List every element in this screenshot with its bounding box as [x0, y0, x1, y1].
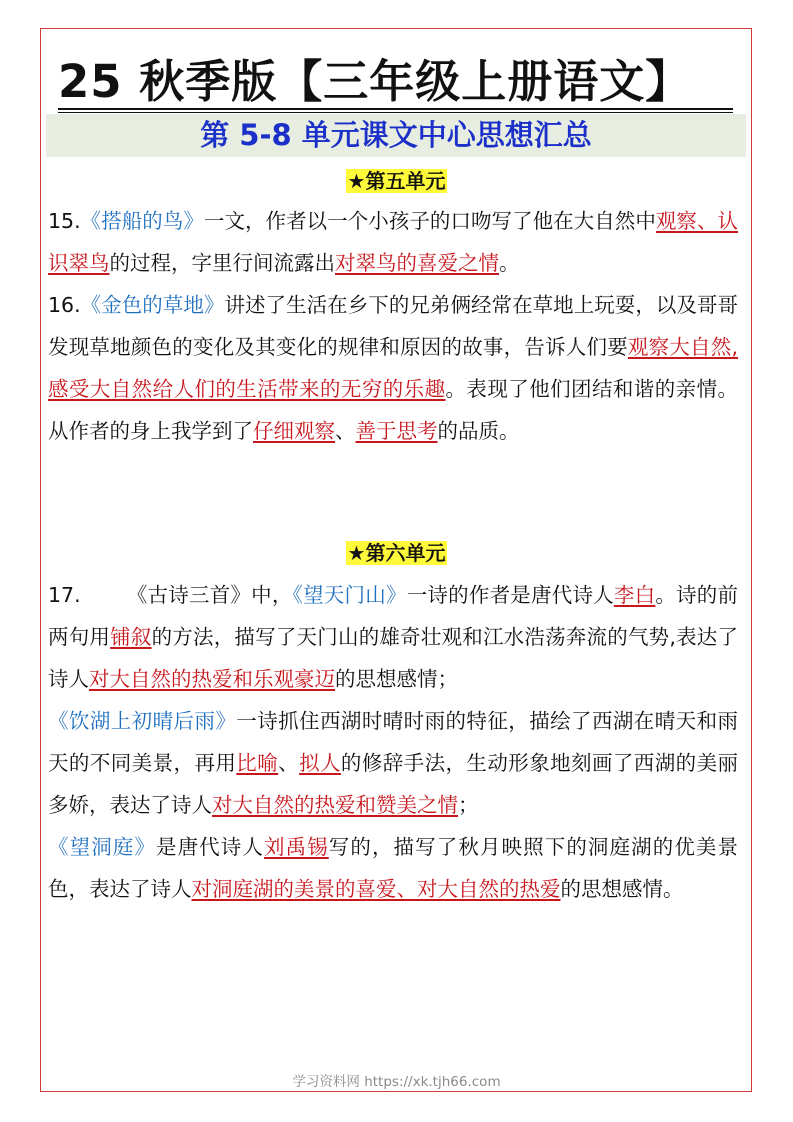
title-underline — [58, 108, 733, 110]
item-text: 的修辞手法，生动形象地刻画了西湖的美丽多娇，表达了诗人 — [48, 751, 738, 817]
key-phrase: 仔细观察 — [253, 419, 335, 443]
item-text: 的过程，字里行间流露出 — [109, 251, 335, 275]
item-text: 、 — [335, 419, 356, 443]
item-text: 一文，作者以一个小孩子的口吻写了他在大自然中 — [203, 209, 656, 233]
item-text: 一诗抓住西湖时晴时雨的特征，描绘了西湖在晴天和雨天的不同美景，再用 — [48, 709, 738, 775]
item-16-number: 16. — [48, 293, 81, 317]
poem-3 — [48, 826, 738, 910]
item-text: 的思想感情。 — [560, 877, 684, 901]
item-text: 。 — [499, 251, 520, 275]
book-title: 《饮湖上初晴后雨》 — [48, 709, 237, 733]
item-text: ； — [458, 793, 479, 817]
unit6-heading-label: ★第六单元 — [347, 541, 446, 565]
item-text: 。诗的前两句用 — [48, 583, 739, 649]
item-16 — [48, 284, 738, 452]
key-phrase: 李白 — [613, 583, 656, 607]
item-text: 写的，描写了秋月映照下的洞庭湖的优美景色，表达了诗人 — [48, 835, 739, 901]
book-title: 《搭船的鸟》 — [80, 209, 204, 233]
book-title: 《金色的草地》 — [80, 293, 225, 317]
book-title: 《望天门山》 — [292, 583, 407, 607]
page-subtitle: 第 5-8 单元课文中心思想汇总 — [200, 118, 592, 152]
item-text: 的方法，描写了天门山的雄奇壮观和江水浩荡奔流的气势,表达了诗人 — [48, 625, 739, 691]
unit6-heading — [0, 540, 793, 566]
item-text: 讲述了生活在乡下的兄弟俩经常在草地上玩耍，以及哥哥发现草地颜色的变化及其变化的规律和原因的故事，告诉人们要 — [48, 293, 739, 359]
key-phrase: 对大自然的热爱和乐观豪迈 — [89, 667, 335, 691]
key-phrase: 铺叙 — [110, 625, 152, 649]
item-text: 一诗的作者是唐代诗人 — [406, 583, 614, 607]
key-phrase: 比喻 — [236, 751, 279, 775]
unit5-heading-label: ★第五单元 — [347, 169, 446, 193]
key-phrase: 对翠鸟的喜爱之情 — [335, 251, 499, 275]
unit6-content — [48, 574, 738, 910]
key-phrase: 拟人 — [299, 751, 341, 775]
item-text: 。表现了他们团结和谐的亲情。从作者的身上我学到了 — [48, 377, 738, 443]
key-phrase: 对大自然的热爱和赞美之情 — [212, 793, 458, 817]
page-title: 25 秋季版【三年级上册语文】 — [58, 55, 692, 108]
item-text: 《古诗三首》中， — [126, 583, 293, 607]
footer-watermark: 学习资料网 https://xk.tjh66.com — [292, 1074, 501, 1090]
key-phrase: 善于思考 — [355, 419, 438, 443]
item-text: 的品质。 — [437, 419, 520, 443]
unit5-heading — [0, 168, 793, 194]
book-title: 《望洞庭》 — [48, 835, 156, 859]
key-phrase: 刘禹锡 — [263, 835, 329, 859]
poem-2 — [48, 700, 738, 826]
item-text: 的思想感情； — [335, 667, 458, 691]
item-17 — [48, 574, 738, 700]
unit5-content — [48, 200, 738, 452]
key-phrase: 观察、认识翠鸟 — [48, 209, 739, 275]
key-phrase: 观察大自然,感受大自然给人们的生活带来的无穷的乐趣 — [48, 335, 738, 401]
key-phrase: 对洞庭湖的美景的喜爱、对大自然的热爱 — [191, 877, 561, 901]
item-15-number: 15. — [48, 209, 81, 233]
item-text: 、 — [278, 751, 300, 775]
item-17-number: 17. — [48, 583, 81, 607]
item-15 — [48, 200, 738, 284]
item-text: 是唐代诗人 — [155, 835, 264, 859]
title-underline-thin — [58, 112, 733, 113]
